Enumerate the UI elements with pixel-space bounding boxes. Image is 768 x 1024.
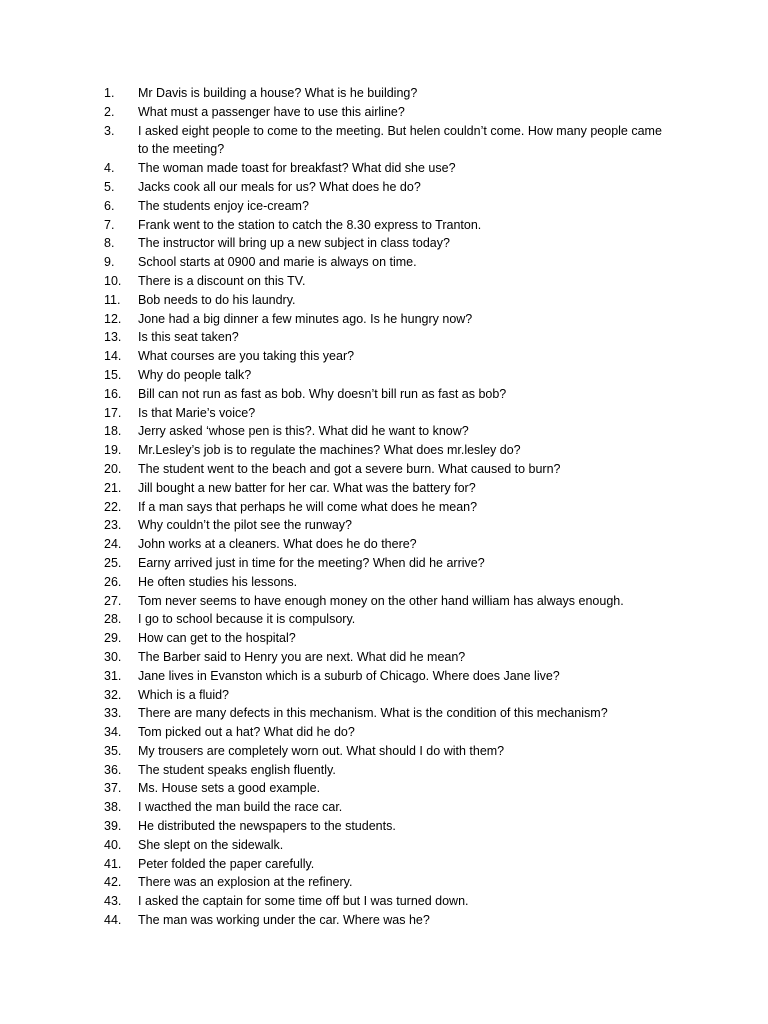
question-number: 40.: [104, 837, 122, 852]
question-item: [104, 385, 664, 404]
question-item: [104, 122, 664, 160]
question-text: Peter folded the paper carefully.: [138, 856, 315, 871]
question-text: Jone had a big dinner a few minutes ago. Is he hungry now?: [138, 311, 473, 326]
question-text: The student speaks english fluently.: [138, 762, 336, 777]
question-text: Is this seat taken?: [138, 330, 239, 345]
question-text: Jerry asked ‘whose pen is this?. What did he want to know?: [138, 424, 469, 439]
question-number: 17.: [104, 405, 122, 420]
question-number: 18.: [104, 424, 122, 439]
question-item: [104, 911, 664, 930]
question-item: [104, 554, 664, 573]
question-text: Is that Marie’s voice?: [138, 405, 256, 420]
question-text: I go to school because it is compulsory.: [138, 612, 356, 627]
question-text: The Barber said to Henry you are next. What did he mean?: [138, 649, 466, 664]
question-number: 30.: [104, 649, 122, 664]
question-item: [104, 328, 664, 347]
question-number: 16.: [104, 386, 122, 401]
question-number: 20.: [104, 461, 122, 476]
question-number: 33.: [104, 706, 122, 721]
question-number: 5.: [104, 179, 115, 194]
question-number: 37.: [104, 781, 122, 796]
question-number: 14.: [104, 349, 122, 364]
question-item: [104, 686, 664, 705]
question-text: Mr Davis is building a house? What is he building?: [138, 86, 418, 100]
question-text: I wacthed the man build the race car.: [138, 800, 343, 815]
question-item: [104, 667, 664, 686]
question-item: [104, 648, 664, 667]
question-text: How can get to the hospital?: [138, 631, 296, 646]
question-item: [104, 892, 664, 911]
question-item: [104, 516, 664, 535]
question-number: 35.: [104, 743, 122, 758]
question-item: [104, 216, 664, 235]
question-number: 2.: [104, 104, 115, 119]
question-text: Tom picked out a hat? What did he do?: [138, 725, 355, 740]
question-number: 39.: [104, 819, 122, 834]
question-number: 12.: [104, 311, 122, 326]
question-text: John works at a cleaners. What does he do there?: [138, 537, 417, 552]
question-text: The woman made toast for breakfast? What did she use?: [138, 161, 456, 176]
question-text: If a man says that perhaps he will come what does he mean?: [138, 499, 478, 514]
question-text: Frank went to the station to catch the 8.30 express to Tranton.: [138, 217, 482, 232]
question-text: Which is a fluid?: [138, 687, 230, 702]
question-text: There was an explosion at the refinery.: [138, 875, 353, 890]
question-number: 43.: [104, 894, 122, 909]
question-number: 23.: [104, 518, 122, 533]
question-number: 7.: [104, 217, 115, 232]
question-text: There are many defects in this mechanism. What is the condition of this mechanism?: [138, 706, 608, 721]
question-text: Ms. House sets a good example.: [138, 781, 321, 796]
question-item: [104, 460, 664, 479]
question-number: 25.: [104, 555, 122, 570]
question-number: 42.: [104, 875, 122, 890]
question-item: [104, 291, 664, 310]
question-number: 13.: [104, 330, 122, 345]
question-number: 22.: [104, 499, 122, 514]
question-item: [104, 629, 664, 648]
question-text: What courses are you taking this year?: [138, 349, 355, 364]
question-text: The students enjoy ice-cream?: [138, 198, 309, 213]
question-text: Mr.Lesley’s job is to regulate the machines? What does mr.lesley do?: [138, 443, 521, 458]
question-number: 15.: [104, 367, 122, 382]
question-item: [104, 404, 664, 423]
question-item: [104, 855, 664, 874]
question-item: [104, 234, 664, 253]
question-number: 3.: [104, 123, 115, 138]
question-text: I asked the captain for some time off but I was turned down.: [138, 894, 469, 909]
question-item: [104, 592, 664, 611]
question-number: 28.: [104, 612, 122, 627]
question-number: 26.: [104, 574, 122, 589]
question-text: Why couldn’t the pilot see the runway?: [138, 518, 353, 533]
question-text: The instructor will bring up a new subject in class today?: [138, 236, 450, 251]
question-item: [104, 103, 664, 122]
question-text: School starts at 0900 and marie is always on time.: [138, 255, 417, 270]
question-number: 36.: [104, 762, 122, 777]
question-number: 1.: [104, 86, 115, 100]
question-item: [104, 197, 664, 216]
question-item: [104, 178, 664, 197]
question-item: [104, 779, 664, 798]
question-number: 27.: [104, 593, 122, 608]
question-number: 4.: [104, 161, 115, 176]
question-text: He distributed the newspapers to the students.: [138, 819, 396, 834]
question-number: 38.: [104, 800, 122, 815]
question-item: [104, 272, 664, 291]
question-text: There is a discount on this TV.: [138, 273, 306, 288]
question-item: [104, 704, 664, 723]
question-number: 44.: [104, 913, 122, 928]
question-text: The student went to the beach and got a severe burn. What caused to burn?: [138, 461, 561, 476]
question-number: 19.: [104, 443, 122, 458]
question-item: [104, 573, 664, 592]
question-item: [104, 723, 664, 742]
question-item: [104, 873, 664, 892]
question-number: 21.: [104, 480, 122, 495]
question-text: What must a passenger have to use this airline?: [138, 104, 405, 119]
question-item: [104, 441, 664, 460]
question-item: [104, 498, 664, 517]
question-item: [104, 798, 664, 817]
question-text: The man was working under the car. Where was he?: [138, 913, 430, 928]
question-number: 10.: [104, 273, 122, 288]
question-text: Jane lives in Evanston which is a suburb of Chicago. Where does Jane live?: [138, 668, 560, 683]
question-text: Bob needs to do his laundry.: [138, 292, 296, 307]
question-text: Tom never seems to have enough money on the other hand william has always enough.: [138, 593, 624, 608]
question-text: Bill can not run as fast as bob. Why doesn’t bill run as fast as bob?: [138, 386, 507, 401]
question-number: 31.: [104, 668, 122, 683]
question-text: She slept on the sidewalk.: [138, 837, 284, 852]
question-number: 24.: [104, 537, 122, 552]
question-item: [104, 610, 664, 629]
question-item: [104, 817, 664, 836]
question-list: [104, 84, 664, 930]
question-item: [104, 253, 664, 272]
question-item: [104, 366, 664, 385]
question-item: [104, 310, 664, 329]
question-item: [104, 742, 664, 761]
question-number: 8.: [104, 236, 115, 251]
question-text: Why do people talk?: [138, 367, 252, 382]
question-text: Jacks cook all our meals for us? What does he do?: [138, 179, 421, 194]
question-number: 32.: [104, 687, 122, 702]
question-text: Earny arrived just in time for the meeting? When did he arrive?: [138, 555, 485, 570]
question-item: [104, 479, 664, 498]
question-item: [104, 422, 664, 441]
question-item: [104, 159, 664, 178]
question-item: [104, 347, 664, 366]
question-item: [104, 84, 664, 103]
question-number: 41.: [104, 856, 122, 871]
question-item: [104, 836, 664, 855]
question-number: 29.: [104, 631, 122, 646]
question-text: I asked eight people to come to the meeting. But helen couldn’t come. How many people came to the meeting?: [138, 123, 662, 157]
question-item: [104, 761, 664, 780]
question-text: He often studies his lessons.: [138, 574, 298, 589]
question-number: 9.: [104, 255, 115, 270]
question-text: Jill bought a new batter for her car. What was the battery for?: [138, 480, 476, 495]
question-number: 34.: [104, 725, 122, 740]
question-text: My trousers are completely worn out. What should I do with them?: [138, 743, 505, 758]
question-number: 11.: [104, 292, 121, 307]
question-item: [104, 535, 664, 554]
question-number: 6.: [104, 198, 115, 213]
